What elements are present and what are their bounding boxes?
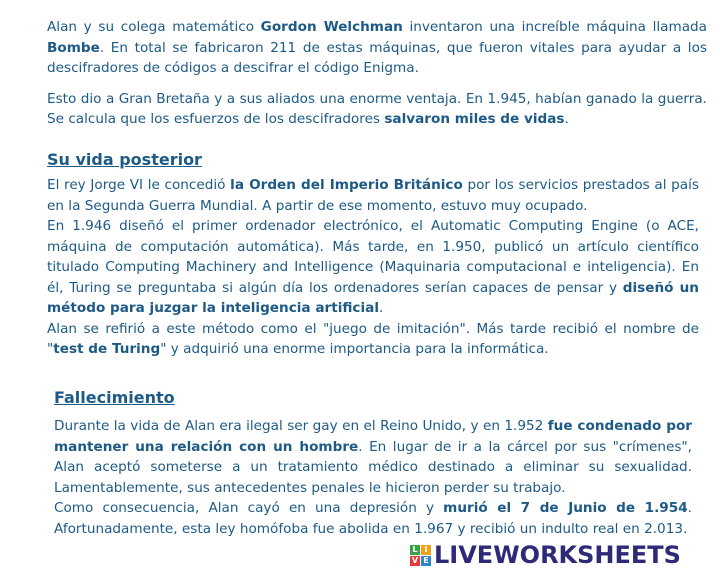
bold-text: test de Turing [53, 341, 161, 357]
paragraph-bombe [47, 17, 707, 79]
paragraph-death [54, 416, 692, 539]
text: . [564, 111, 569, 127]
text: " y adquirió una enorme importancia para la informática. [160, 341, 549, 357]
text: Esto dio a Gran Bretaña y a sus aliados una enorme ventaja. En 1.945, habían ganado la guerra. Se calcula que los esfuerzos de los descifradores [47, 91, 707, 127]
text: El rey Jorge VI le concedió [47, 177, 231, 193]
text: Como consecuencia, Alan cayó en una depresión y [54, 500, 444, 516]
paragraph-war-outcome [47, 89, 707, 129]
text: Alan se refirió a este método como el "juego de imitación". Más tarde recibió el nombre de " [47, 320, 699, 357]
liveworksheets-logo [410, 541, 681, 569]
bold-text: murió el 7 de Junio de 1.954 [443, 500, 688, 516]
bold-text: Gordon Welchman [260, 19, 403, 35]
bold-text: diseñó un método para juzgar la inteligencia artificial [47, 279, 699, 316]
logo-letter: L [410, 545, 420, 555]
text: Alan y su colega matemático [47, 19, 261, 35]
paragraph-later-life [47, 175, 699, 360]
section-heading-death: Fallecimiento [54, 388, 175, 407]
logo-letter: I [421, 545, 431, 555]
bold-text: Bombe [47, 39, 100, 56]
bold-text: la Orden del Imperio Británico [230, 177, 463, 193]
text: por los servicios prestados al país en la Segunda Guerra Mundial. A partir de ese momento, estuvo muy ocupado. [47, 177, 700, 214]
section-heading-later-life: Su vida posterior [47, 150, 202, 169]
text: . [378, 300, 384, 316]
bold-text: salvaron miles de vidas [384, 111, 565, 127]
text: En 1.946 diseñó el primer ordenador electrónico, el Automatic Computing Engine (o ACE, máquina de computación automática). Más tarde, en 1.950, publicó un artículo científico titulado Computing Machinery and Intelligence (Maquinaria computacional e inteligencia). En él, Turing se preguntaba si algún día los ordenadores serían capaces de pensar y [47, 218, 699, 296]
logo-letter: V [411, 556, 419, 565]
text: . Afortunadamente, esta ley homófoba fue abolida en 1.967 y recibió un indulto real en 2.013. [54, 500, 692, 537]
text: . En lugar de ir a la cárcel por sus "crímenes", Alan aceptó someterse a un tratamiento médico destinado a eliminar su sexualidad. Lamentablemente, sus antecedentes penales le hicieron perder su trabajo. [54, 438, 693, 496]
text: inventaron una increíble máquina llamada [402, 19, 707, 35]
logo-wordmark: LIVEWORKSHEETS [434, 541, 681, 569]
logo-letter: E [421, 556, 431, 566]
bold-text: fue condenado por mantener una relación con un hombre [54, 418, 692, 455]
text: Durante la vida de Alan era ilegal ser gay en el Reino Unido, y en 1.952 [54, 418, 548, 434]
live-icon [410, 545, 431, 566]
text: . En total se fabricaron 211 de estas máquinas, que fueron vitales para ayudar a los descifradores de códigos a descifrar el código Enigma. [47, 39, 707, 76]
